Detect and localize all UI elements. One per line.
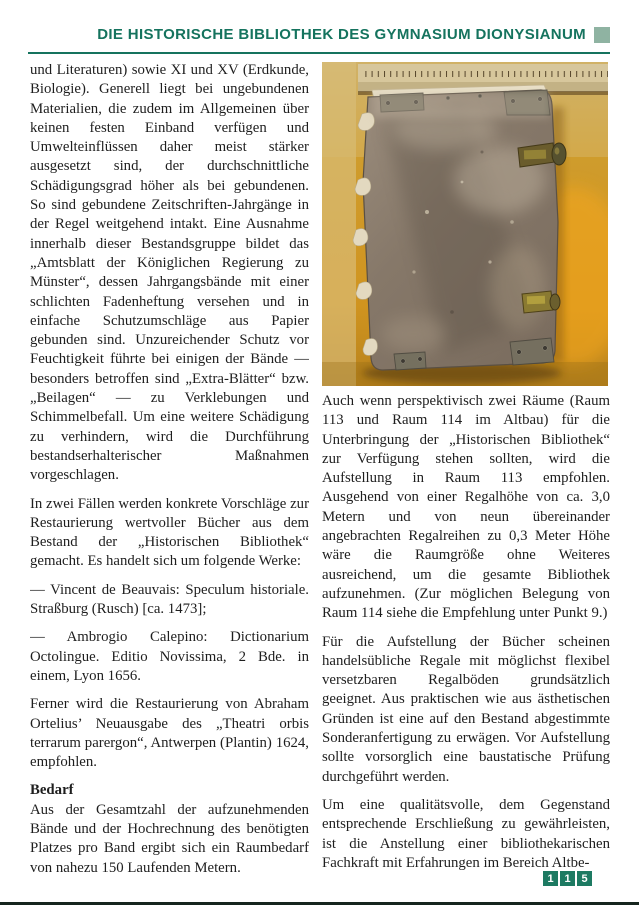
page-number <box>543 871 592 886</box>
right-text-column <box>322 392 610 881</box>
paragraph: Ferner wird die Restaurierung von Abraham Ortelius’ Neuausgabe des „Theatri orbis terrarum parergon“, Antwerpen (Plantin) 1624, empfohlen. <box>30 696 309 771</box>
section-heading-bedarf: Bedarf <box>30 782 74 799</box>
paragraph: Aus der Gesamtzahl der aufzunehmenden Bände und der Hochrechnung des benötigten Platzes pro Band ergibt sich ein Raumbedarf von nahezu 150 Laufenden Metern. <box>30 801 309 876</box>
page-number-digit: 5 <box>577 871 592 886</box>
page-number-digit: 1 <box>560 871 575 886</box>
book-photo-illustration <box>322 62 608 386</box>
list-item-work: — Vincent de Beauvais: Speculum historiale. Straßburg (Rusch) [ca. 1473]; <box>30 581 309 618</box>
header-accent-square <box>594 27 610 43</box>
page-title: DIE HISTORISCHE BIBLIOTHEK DES GYMNASIUM DIONYSIANUM <box>97 26 586 43</box>
page-header <box>28 26 610 43</box>
paragraph: und Literaturen) sowie XI und XV (Erdkunde, Biologie). Generell liegt bei ungebundenen Materialien, die zudem im Allgemeinen über keinen festen Einband verfügen und Umwelteinflüssen daher meist stärker ausgesetzt sind, der durchschnittliche Schädigungsgrad höher als bei gebundenen. So sind gebundene Zeitschriften-Jahrgänge in der Regel weitgehend intakt. Eine Ausnahme innerhalb dieser Bestandsgruppe bildet das „Amtsblatt der Königlichen Regierung zu Münster“, dessen Jahrgangsbände mit einer schlichten Fadenheftung versehen und in einfache Schutzumschläge aus Papier gebunden sind. Unzureichender Schutz vor Feuchtigkeit führte bei einigen der Bände — besonders betroffen sind „Extra-Blätter“ bzw. „Beilagen“ — zu Verklebungen und Schimmelbefall. Um eine weitere Schädigung zu verhindern, wird die Durchführung bestandserhalterischer Maßnahmen vorgeschlagen. <box>30 62 309 484</box>
paragraph: Für die Aufstellung der Bücher scheinen handelsübliche Regale mit möglichst flexibel versetzbaren Regalböden grundsätzlich geeignet. Aus praktischen wie aus ästhetischen Gründen ist eine auf den Bestand abgestimmte Sonderanfertigung zu erwägen. Vor Aufstellung sollte vorsorglich eine baustatische Prüfung durchgeführt werden. <box>322 633 610 785</box>
paragraph: In zwei Fällen werden konkrete Vorschläge zur Restaurierung wertvoller Bücher aus dem Bestand der „Historischen Bibliothek“ gemacht. Es handelt sich um folgende Werke: <box>30 495 309 570</box>
book-photograph <box>322 62 608 386</box>
header-rule <box>28 52 610 54</box>
list-item-work: — Ambrogio Calepino: Dictionarium Octolingue. Editio Novissima, 2 Bde. in einem, Lyon 1656. <box>30 629 309 684</box>
paragraph: Auch wenn perspektivisch zwei Räume (Raum 113 und Raum 114 im Altbau) für die Unterbringung der „Historischen Bibliothek“ zur Verfügung stehen sollten, wird die Aufstellung in Raum 113 empfohlen. Ausgehend von einer Regalhöhe von ca. 3,0 Metern und von neun übereinander angebrachten Regalreihen zu 0,3 Meter Höhe wäre die Raumgröße ohne Weiteres ausreichend, um die gesamte Bibliothek aufzunehmen. (Zur möglichen Belegung von Raum 114 siehe die Empfehlung unter Punkt 9.) <box>322 393 610 622</box>
paragraph: Um eine qualitätsvolle, dem Gegenstand entsprechende Erschließung zu gewährleisten, ist die Anstellung einer bibliothekarischen Fachkraft mit Erfahrungen im Bereich Altbe- <box>322 796 610 871</box>
page-number-digit: 1 <box>543 871 558 886</box>
left-text-column <box>30 61 309 881</box>
footer-rule <box>0 902 639 905</box>
